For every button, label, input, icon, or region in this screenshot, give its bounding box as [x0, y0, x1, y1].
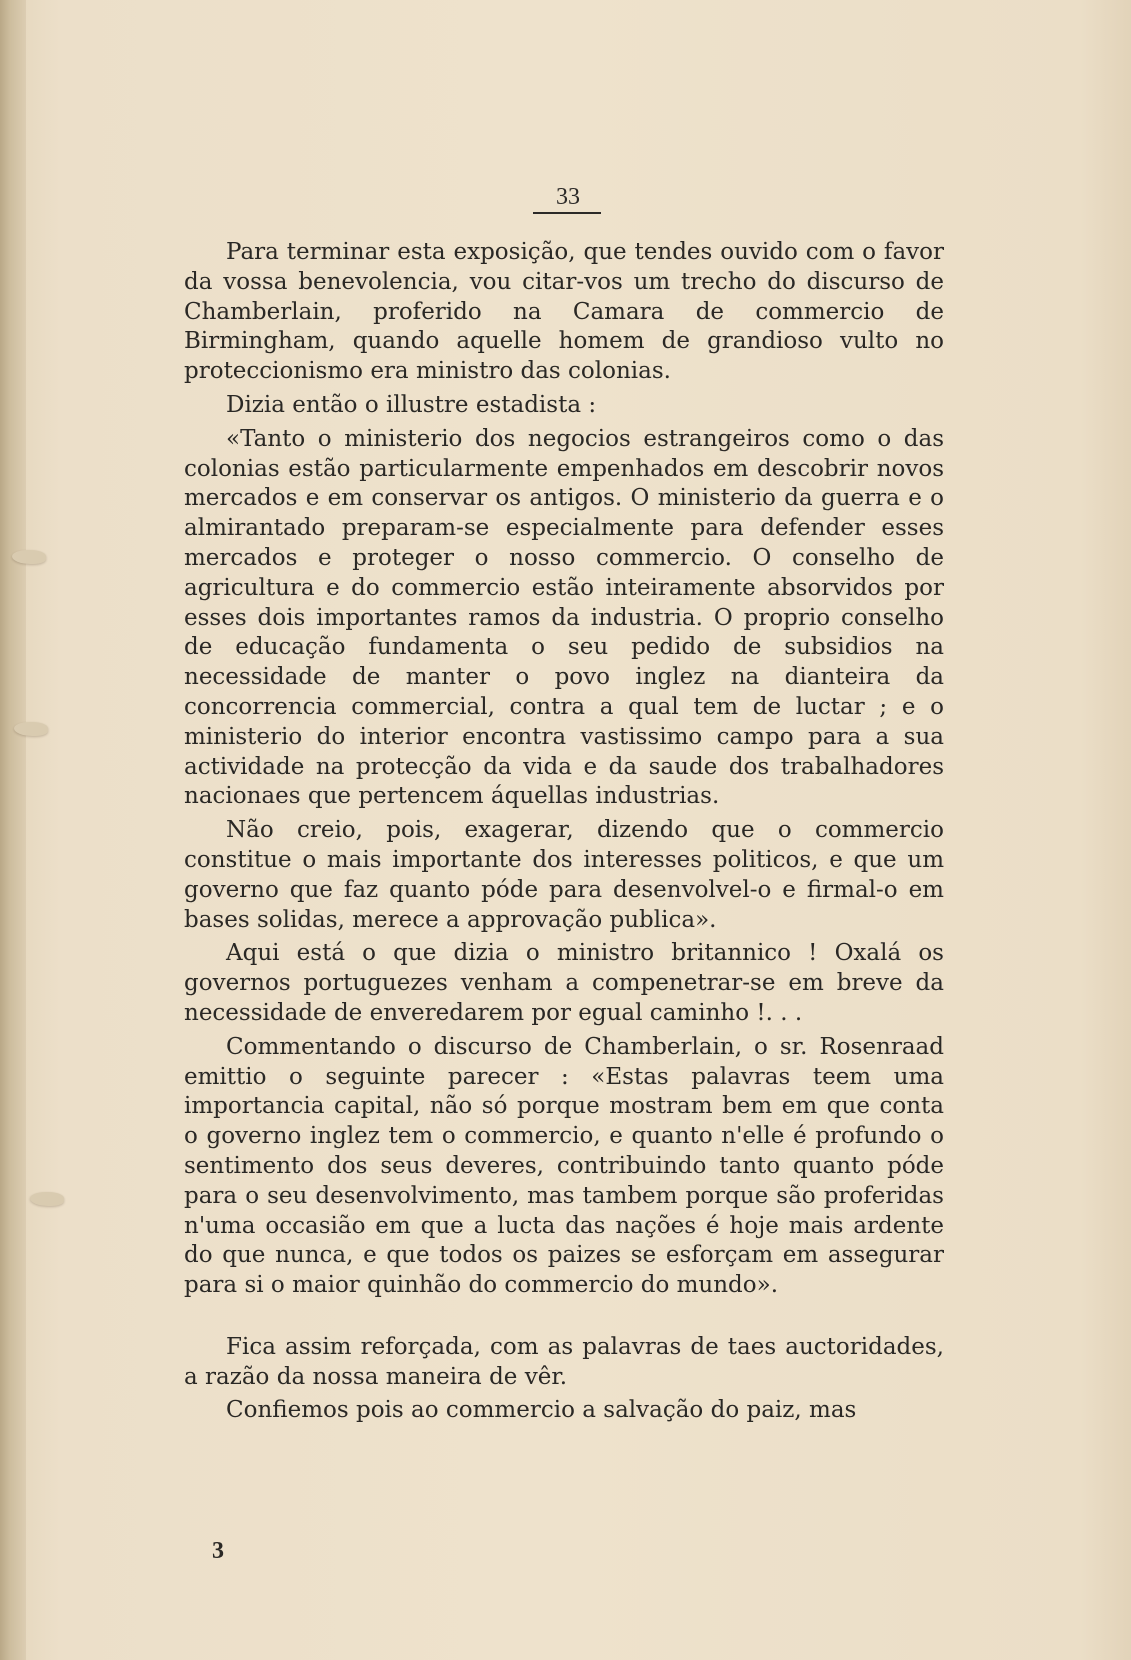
paragraph: Para terminar esta exposição, que tendes ouvido com o favor da vossa benevolencia, vou citar-vos um trecho do discurso de Chamberlain, proferido na Camara de commercio de Birmingham, quando aquelle homem de grandioso vulto no proteccionismo era ministro das colonias.	[184, 239, 944, 385]
paper-tear-mark	[14, 722, 48, 736]
paragraph: Confiemos pois ao commercio a salvação do paiz, mas	[226, 1397, 857, 1424]
paper-tear-mark	[30, 1192, 64, 1206]
body-text	[184, 238, 944, 1426]
paragraph: Não creio, pois, exagerar, dizendo que o commercio constitue o mais importante dos interesses politicos, e que um governo que faz quanto póde para desenvolvel-o e firmal-o em bases solidas, merece a approvação publica».	[184, 817, 944, 933]
page-binding-edge	[0, 0, 26, 1660]
paragraph: Commentando o discurso de Chamberlain, o sr. Rosenraad emittio o seguinte parecer : «Estas palavras teem uma importancia capital, não só porque mostram bem em que conta o governo inglez tem o commercio, e quanto n'elle é profundo o sentimento dos seus deveres, contribuindo tanto quanto póde para o seu desenvolvimento, mas tambem porque são proferidas n'uma occasião em que a lucta das nações é hoje mais ardente do que nunca, e que todos os paizes se esforçam em assegurar para si o maior quinhão do commercio do mundo».	[184, 1033, 944, 1299]
paper-tear-mark	[12, 550, 46, 564]
signature-mark: 3	[212, 1538, 224, 1564]
paragraph: Aqui está o que dizia o ministro britannico ! Oxalá os governos portuguezes venham a compenetrar-se em breve da necessidade de enveredarem por egual caminho !. . .	[184, 940, 944, 1026]
paragraph: Dizia então o illustre estadista :	[226, 391, 597, 418]
paragraph: Fica assim reforçada, com as palavras de taes auctoridades, a razão da nossa maneira de vêr.	[184, 1333, 944, 1390]
page-number-underline	[533, 212, 601, 214]
page-number: 33	[556, 184, 580, 210]
paragraph: «Tanto o ministerio dos negocios estrangeiros como o das colonias estão particularmente empenhados em descobrir novos mercados e em conservar os antigos. O ministerio da guerra e o almirantado preparam-se especialmente para defender esses mercados e proteger o nosso commercio. O conselho de agricultura e do commercio estão inteiramente absorvidos por esses dois importantes ramos da industria. O proprio conselho de educação fundamenta o seu pedido de subsidios na necessidade de manter o povo inglez na dianteira da concorrencia commercial, contra a qual tem de luctar ; e o ministerio do interior encontra vastissimo campo para a sua actividade na protecção da vida e da saude dos trabalhadores nacionaes que pertencem áquellas industrias.	[184, 425, 944, 810]
